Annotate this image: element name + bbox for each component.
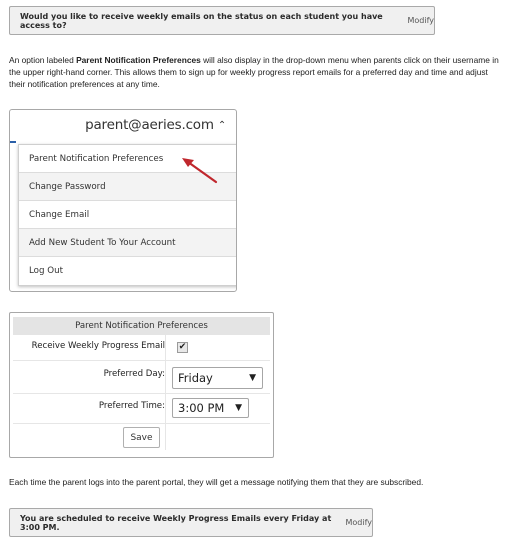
menu-item-add-new-student[interactable]: Add New Student To Your Account xyxy=(19,229,237,257)
chevron-up-icon: ⌃ xyxy=(217,120,226,131)
menu-item-change-password[interactable]: Change Password xyxy=(19,173,237,201)
preferred-day-value: Friday xyxy=(178,371,213,385)
menu-item-parent-notification-preferences[interactable]: Parent Notification Preferences xyxy=(19,145,237,173)
subscription-prompt-text: Would you like to receive weekly emails on the status on each student you have access to? xyxy=(20,11,383,30)
save-button[interactable]: Save xyxy=(123,427,160,448)
row-divider xyxy=(13,360,270,361)
modify-link[interactable]: Modify xyxy=(345,518,372,527)
username-text: parent@aeries.com xyxy=(85,117,214,133)
row-divider xyxy=(13,393,270,394)
preferred-time-label: Preferred Time: xyxy=(98,401,165,411)
subscription-prompt-banner xyxy=(9,6,435,35)
weekly-email-label: Receive Weekly Progress Email xyxy=(31,341,165,351)
row-divider xyxy=(13,423,270,424)
preferred-day-label: Preferred Day: xyxy=(103,369,165,379)
dropdown-arrow-icon: ▼ xyxy=(249,373,256,383)
form-header: Parent Notification Preferences xyxy=(13,317,270,335)
instruction-paragraph xyxy=(9,54,504,91)
paragraph-text-after: will also display in the drop-down menu when parents click on their username in the upper right-hand corner. This allows them to sign up for weekly progress report emails for a preferred day and time and adjust their notification preferences at any time. xyxy=(9,55,499,90)
subscription-info-paragraph: Each time the parent logs into the parent portal, they will get a message notifying them that they are subscribed. xyxy=(9,477,424,487)
menu-item-change-email[interactable]: Change Email xyxy=(19,201,237,229)
weekly-email-checkbox[interactable]: ✔ xyxy=(178,342,187,352)
preferred-day-select[interactable] xyxy=(172,367,263,389)
username-menu-toggle[interactable] xyxy=(85,117,226,133)
preferred-time-value: 3:00 PM xyxy=(178,401,225,415)
notification-preferences-form xyxy=(9,312,274,458)
modify-link[interactable]: Modify xyxy=(407,16,434,25)
user-dropdown-screenshot xyxy=(9,109,237,292)
preferred-time-select[interactable] xyxy=(172,398,249,418)
paragraph-text-before: An option labeled xyxy=(9,55,77,65)
nav-accent-line xyxy=(10,141,16,143)
red-pointer-arrow-icon xyxy=(180,155,220,185)
dropdown-arrow-icon: ▼ xyxy=(235,403,242,413)
subscription-confirmation-banner xyxy=(9,508,373,537)
menu-item-log-out[interactable]: Log Out xyxy=(29,266,64,276)
paragraph-bold-term: Parent Notification Preferences xyxy=(76,55,201,65)
subscription-confirmation-text: You are scheduled to receive Weekly Progress Emails every Friday at 3:00 PM. xyxy=(20,513,332,532)
